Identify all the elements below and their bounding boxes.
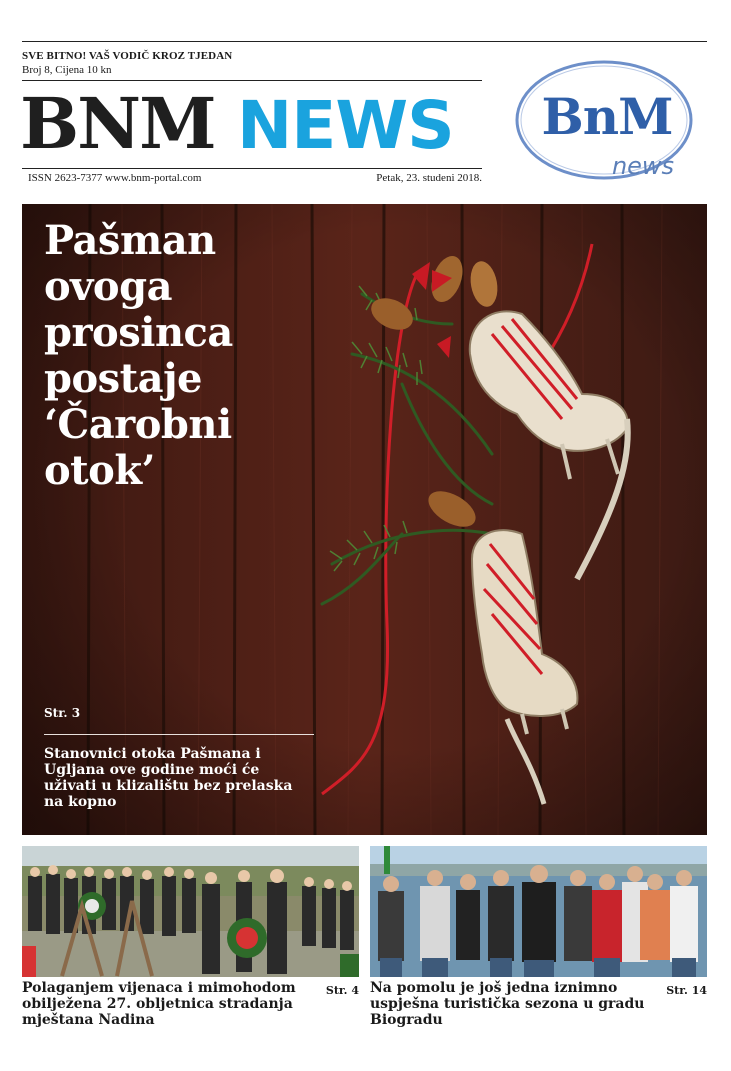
brand-logo bbox=[513, 58, 695, 186]
masthead-top-rule bbox=[22, 80, 482, 81]
commemoration-photo bbox=[22, 846, 359, 977]
masthead-title-news: NEWS bbox=[237, 87, 454, 164]
issue-info: Broj 8, Cijena 10 kn bbox=[22, 64, 112, 76]
logo-main-text: BnM bbox=[541, 87, 673, 146]
masthead-bottom-rule bbox=[22, 168, 482, 169]
story-2-photo[interactable] bbox=[370, 846, 707, 977]
hero-story[interactable] bbox=[22, 204, 707, 835]
story-1-page-ref: Str. 4 bbox=[325, 984, 359, 997]
story-1-headline[interactable]: Polaganjem vijenaca i mimohodom obilježena 27. obljetnica stradanja mještana Nadina bbox=[22, 980, 296, 1028]
story-2-headline[interactable]: Na pomolu je još jedna iznimno uspješna turistička sezona u gradu Biogradu bbox=[370, 980, 645, 1028]
issue-date: Petak, 23. studeni 2018. bbox=[376, 172, 482, 184]
story-1-photo[interactable] bbox=[22, 846, 359, 977]
issn-line: ISSN 2623-7377 www.bnm-portal.com bbox=[28, 172, 202, 184]
masthead-title bbox=[20, 82, 490, 165]
tagline: SVE BITNO! VAŠ VODIČ KROZ TJEDAN bbox=[22, 50, 233, 62]
hero-page-ref: Str. 3 bbox=[44, 706, 81, 720]
hero-subtitle: Stanovnici otoka Pašmana i Ugljana ove godine moći će uživati u klizalištu bez prelaska na kopno bbox=[44, 746, 293, 810]
logo-sub-text: news bbox=[611, 152, 675, 180]
masthead-title-bnm: BNM bbox=[20, 82, 215, 165]
crowd-by-sea-photo bbox=[370, 846, 707, 977]
story-2-page-ref: Str. 14 bbox=[666, 984, 707, 997]
top-rule bbox=[22, 41, 707, 42]
hero-headline[interactable]: Pašman ovoga prosinca postaje ‘Čarobni otok’ bbox=[44, 217, 233, 494]
hero-divider bbox=[44, 734, 314, 735]
